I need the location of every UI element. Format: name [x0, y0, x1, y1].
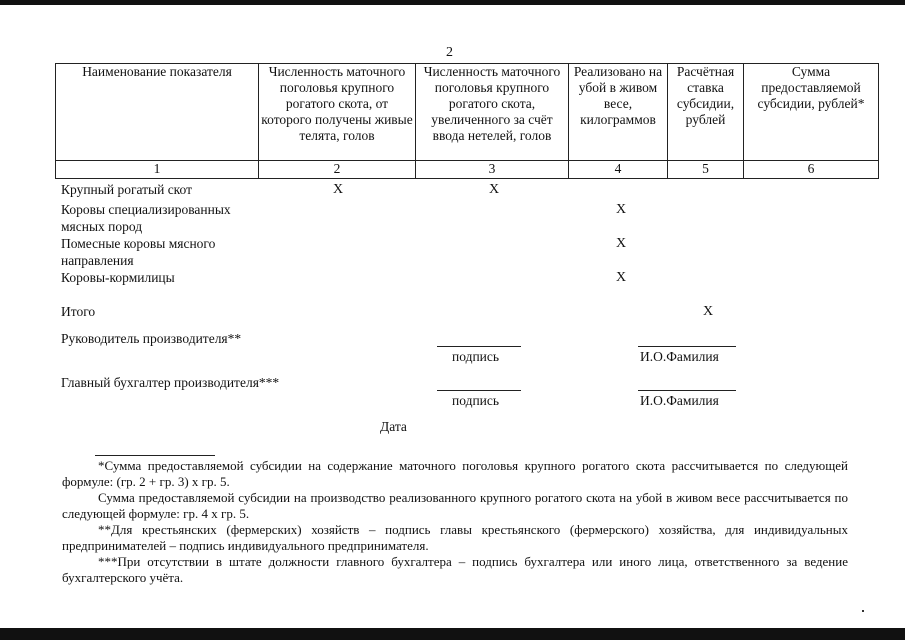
mark-cattle-col2: X [333, 182, 344, 197]
column-number: 4 [569, 161, 668, 179]
header-cell: Расчётная ставка субсидии, рублей [668, 64, 744, 161]
head-name-line [638, 346, 736, 347]
footnote-3: **Для крестьянских (фермерских) хозяйств – подпись главы крестьянского (фермерского) хозяйства, для индивидуальных предпринимателей – подпись индивидуального предпринимателя. [62, 522, 848, 553]
mark-cattle-col3: X [489, 182, 500, 197]
subsidy-table [55, 63, 879, 179]
page-number: 2 [446, 45, 453, 60]
mark-total-col5: X [703, 304, 714, 319]
footnote-1: *Сумма предоставляемой субсидии на содержание маточного поголовья крупного рогатого скота рассчитывается по следующей формуле: (гр. 2 + гр. 3) х гр. 5. [62, 458, 848, 489]
footnote-2: Сумма предоставляемой субсидии на производство реализованного крупного рогатого скота на убой в живом весе рассчитывается по следующей формуле: гр. 4 х гр. 5. [62, 490, 848, 521]
column-number: 1 [56, 161, 259, 179]
head-signature-caption: подпись [452, 349, 500, 364]
column-number: 5 [668, 161, 744, 179]
header-cell: Численность маточного поголовья крупного рогатого скота, увеличенного за счёт ввода нетелей, голов [416, 64, 569, 161]
footnotes [62, 458, 848, 586]
row-label-beef-cows-1: Коровы специализированных [61, 202, 231, 217]
accountant-name-line [638, 390, 736, 391]
bottom-border [0, 628, 905, 640]
date-label: Дата [380, 419, 407, 434]
mark-crossbred-col4: X [616, 236, 627, 251]
head-label: Руководитель производителя** [61, 331, 242, 346]
head-name-caption: И.О.Фамилия [640, 349, 719, 364]
row-label-cattle: Крупный рогатый скот [61, 182, 193, 197]
head-signature-line [437, 346, 521, 347]
scan-speck [862, 610, 864, 612]
row-label-crossbred-1: Помесные коровы мясного [61, 236, 216, 251]
row-label-crossbred-2: направления [61, 253, 134, 268]
accountant-name-caption: И.О.Фамилия [640, 393, 719, 408]
footnote-4: ***При отсутствии в штате должности главного бухгалтера – подпись бухгалтера или иного лица, ответственного за ведение бухгалтерского учёта. [62, 554, 848, 585]
header-cell: Наименование показателя [56, 64, 259, 161]
accountant-signature-line [437, 390, 521, 391]
column-number: 2 [259, 161, 416, 179]
top-border [0, 0, 905, 5]
accountant-signature-caption: подпись [452, 393, 500, 408]
header-cell: Сумма предоставляемой субсидии, рублей* [744, 64, 879, 161]
row-label-nurse-cows: Коровы-кормилицы [61, 270, 175, 285]
mark-beef-cows-col4: X [616, 202, 627, 217]
column-number: 6 [744, 161, 879, 179]
column-number-row [56, 161, 879, 179]
row-label-beef-cows-2: мясных пород [61, 219, 143, 234]
accountant-label: Главный бухгалтер производителя*** [61, 375, 280, 390]
column-number: 3 [416, 161, 569, 179]
mark-nurse-cows-col4: X [616, 270, 627, 285]
footnote-separator [95, 455, 215, 456]
header-cell: Численность маточного поголовья крупного рогатого скота, от которого получены живые телята, голов [259, 64, 416, 161]
header-cell: Реализовано на убой в живом весе, килограммов [569, 64, 668, 161]
table-header-row [56, 64, 879, 161]
row-label-total: Итого [61, 304, 96, 319]
